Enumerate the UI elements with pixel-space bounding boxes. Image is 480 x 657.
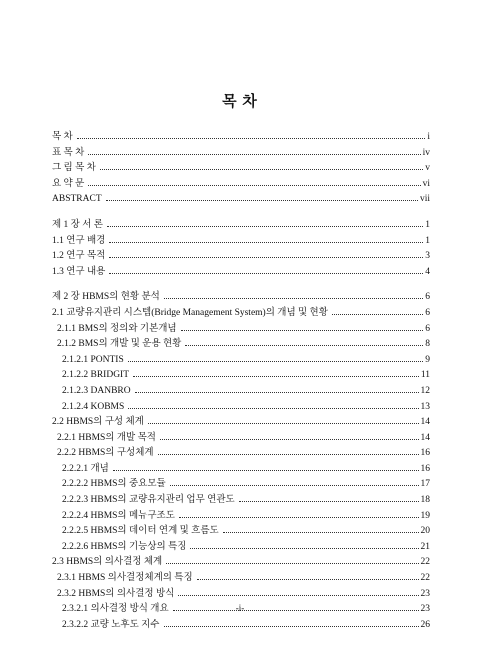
toc-entry-label: 2.3.1 HBMS 의사결정체계의 특징 <box>57 573 193 584</box>
toc-entry[interactable] <box>52 509 430 525</box>
toc-entry[interactable] <box>52 177 430 193</box>
toc-entry-label: 2.2.2.5 HBMS의 데이터 연계 및 흐름도 <box>62 526 219 537</box>
toc-entry-label: 2.2.2 HBMS의 구성체계 <box>57 448 154 459</box>
toc-entry-page: vii <box>419 194 430 205</box>
toc-entry-label: 2.2.2.6 HBMS의 기능상의 특징 <box>62 541 187 552</box>
toc-dot-leader <box>170 485 419 486</box>
toc-entry-page: i <box>427 132 430 142</box>
toc-dot-leader <box>109 242 423 243</box>
toc-entry[interactable] <box>52 306 430 322</box>
toc-entry-label: 2.1 교량유지관리 시스템(Bridge Management System)의 개념 및 현황 <box>52 307 328 318</box>
toc-entry[interactable] <box>52 446 430 462</box>
toc-dot-leader <box>107 226 423 227</box>
toc-entry-page: 20 <box>420 526 430 537</box>
toc-entry[interactable] <box>52 234 430 250</box>
toc-entry-page: 16 <box>420 463 430 474</box>
toc-dot-leader <box>185 345 423 346</box>
toc-entry-page: 11 <box>420 370 430 381</box>
toc-dot-leader <box>77 138 426 139</box>
toc-entry[interactable] <box>52 540 430 556</box>
toc-entry[interactable] <box>52 400 430 416</box>
toc-entry-label: 2.3.2 HBMS의 의사결정 방식 <box>57 588 175 599</box>
toc-entry-page: 16 <box>420 448 430 459</box>
toc-entry-label: 2.2.2.1 개념 <box>62 463 109 474</box>
toc-entry-page: 19 <box>420 510 430 521</box>
toc-entry-page: 17 <box>420 479 430 490</box>
page-title: 목 차 <box>222 94 258 110</box>
toc-entry-page: 13 <box>420 401 430 412</box>
toc-dot-leader <box>133 376 419 377</box>
toc-entry-label: 2.1.2.1 PONTIS <box>62 354 124 365</box>
toc-entry-page: 22 <box>420 573 430 584</box>
toc-entry-page: 23 <box>420 604 430 615</box>
toc-entry-page: 9 <box>425 354 430 365</box>
toc-entry[interactable] <box>52 218 430 234</box>
toc-dot-leader <box>332 314 423 315</box>
toc-entry[interactable] <box>52 415 430 431</box>
toc-entry-page: 14 <box>420 432 430 443</box>
toc-entry-label: 2.1.2.3 DANBRO <box>62 385 131 396</box>
toc-entry[interactable] <box>52 161 430 177</box>
toc-dot-leader <box>239 501 419 502</box>
toc-entry[interactable] <box>52 353 430 369</box>
toc-entry-label: 1.3 연구 내용 <box>52 266 106 277</box>
toc-dot-leader <box>166 563 418 564</box>
toc-entry-label: 2.2 HBMS의 구성 체계 <box>52 417 144 428</box>
toc-entry-page: 1 <box>425 235 430 246</box>
toc-entry[interactable] <box>52 431 430 447</box>
toc-entry-label: 제 1 장 서 론 <box>52 219 103 230</box>
toc-entry-page: 18 <box>420 495 430 506</box>
toc-dot-leader <box>190 548 418 549</box>
toc-entry[interactable] <box>52 146 430 162</box>
toc-entry-page: 21 <box>420 541 430 552</box>
toc-entry[interactable] <box>52 587 430 603</box>
toc-entry-label: 표 목 차 <box>52 147 85 158</box>
toc-entry-label: 제 2 장 HBMS의 현황 분석 <box>52 292 160 303</box>
toc-dot-leader <box>181 330 424 331</box>
toc-entry-label: 1.1 연구 배경 <box>52 235 106 246</box>
toc-entry[interactable] <box>52 618 430 634</box>
toc-entry[interactable] <box>52 477 430 493</box>
toc-entry-label: ABSTRACT <box>52 194 102 205</box>
toc-entry-page: iv <box>422 147 430 158</box>
toc-entry-label: 2.3 HBMS의 의사결정 체계 <box>52 557 163 568</box>
toc-entry-page: 14 <box>420 417 430 428</box>
toc-dot-leader <box>178 595 418 596</box>
toc-entry[interactable] <box>52 384 430 400</box>
toc-entry-page: 1 <box>425 219 430 230</box>
toc-dot-leader <box>88 185 420 186</box>
toc-dot-leader <box>179 517 419 518</box>
toc-entry[interactable] <box>52 462 430 478</box>
toc-section <box>52 130 430 208</box>
toc-entry-page: v <box>425 163 430 174</box>
toc-entry[interactable] <box>52 555 430 571</box>
toc-entry[interactable] <box>52 524 430 540</box>
toc-entry[interactable] <box>52 249 430 265</box>
toc-dot-leader <box>128 361 423 362</box>
toc-dot-leader <box>160 439 419 440</box>
toc-dot-leader <box>100 169 423 170</box>
table-of-contents <box>52 130 430 643</box>
toc-dot-leader <box>164 626 419 627</box>
toc-entry-label: 2.3.2.2 교량 노후도 지수 <box>62 619 160 630</box>
toc-entry-label: 요 약 문 <box>52 178 85 189</box>
toc-entry-label: 2.1.2.2 BRIDGIT <box>62 370 130 381</box>
toc-dot-leader <box>88 154 420 155</box>
toc-dot-leader <box>197 579 419 580</box>
toc-dot-leader <box>128 408 418 409</box>
toc-section <box>52 290 430 633</box>
toc-entry-page: 26 <box>420 619 430 630</box>
toc-dot-leader <box>135 392 419 393</box>
toc-entry[interactable] <box>52 571 430 587</box>
toc-entry[interactable] <box>52 322 430 338</box>
toc-entry-label: 목 차 <box>52 132 73 142</box>
toc-entry[interactable] <box>52 337 430 353</box>
toc-entry-page: 8 <box>425 339 430 350</box>
toc-entry-page: 6 <box>425 292 430 303</box>
toc-entry-label: 2.2.2.2 HBMS의 중요모듈 <box>62 479 166 490</box>
toc-entry-page: vi <box>422 178 430 189</box>
toc-dot-leader <box>164 298 423 299</box>
toc-dot-leader <box>113 470 419 471</box>
toc-entry[interactable] <box>52 192 430 208</box>
toc-entry-label: 2.2.2.4 HBMS의 메뉴구조도 <box>62 510 175 521</box>
toc-entry-page: 12 <box>420 385 430 396</box>
toc-entry-page: 6 <box>425 323 430 334</box>
toc-entry-label: 2.3.2.1 의사결정 방식 개요 <box>62 604 169 615</box>
toc-entry[interactable] <box>52 265 430 281</box>
toc-section <box>52 218 430 280</box>
toc-dot-leader <box>109 273 423 274</box>
toc-dot-leader <box>158 454 419 455</box>
toc-dot-leader <box>148 423 419 424</box>
toc-dot-leader <box>109 257 423 258</box>
toc-entry-page: 4 <box>425 266 430 277</box>
toc-entry-label: 2.2.1 HBMS의 개발 목적 <box>57 432 156 443</box>
toc-entry[interactable] <box>52 290 430 306</box>
toc-entry-label: 그 림 목 차 <box>52 163 96 174</box>
toc-dot-leader <box>106 200 418 201</box>
toc-entry-label: 2.1.1 BMS의 정의와 기본개념 <box>57 323 177 334</box>
toc-entry[interactable] <box>52 493 430 509</box>
toc-entry-label: 1.2 연구 목적 <box>52 251 106 262</box>
page-number: -i- <box>235 603 245 613</box>
toc-entry-label: 2.2.2.3 HBMS의 교량유지관리 업무 연관도 <box>62 495 235 506</box>
toc-entry-label: 2.1.2 BMS의 개발 및 운용 현황 <box>57 339 182 350</box>
toc-entry-page: 23 <box>420 588 430 599</box>
toc-entry[interactable] <box>52 130 430 146</box>
toc-entry[interactable] <box>52 368 430 384</box>
toc-entry-page: 22 <box>420 557 430 568</box>
toc-entry-label: 2.1.2.4 KOBMS <box>62 401 125 412</box>
toc-entry-page: 6 <box>425 307 430 318</box>
toc-dot-leader <box>223 532 419 533</box>
toc-entry-page: 3 <box>425 251 430 262</box>
